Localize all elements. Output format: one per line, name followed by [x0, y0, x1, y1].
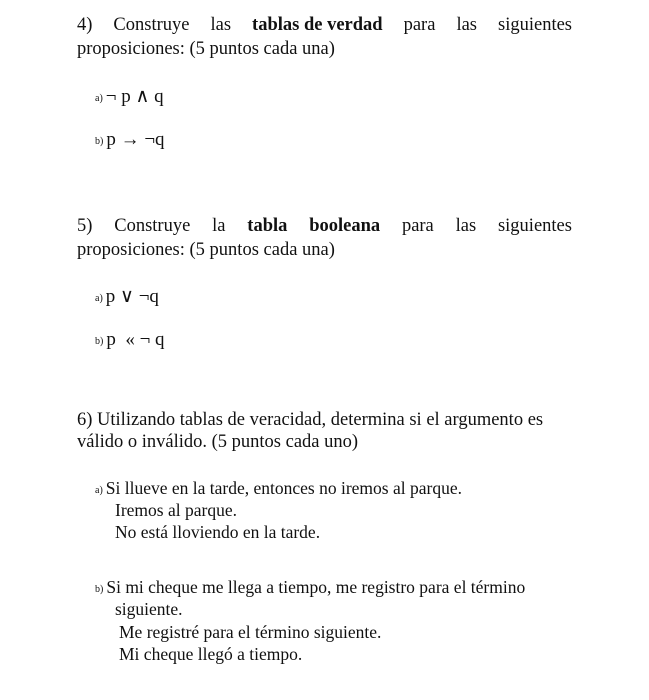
q5-word: la — [212, 216, 226, 236]
q5-heading-line2: proposiciones: (5 puntos cada una) — [77, 240, 335, 260]
q5-item-a-label: a) — [95, 293, 103, 304]
q5-item-a — [95, 286, 159, 310]
q6-heading-line1: 6) Utilizando tablas de veracidad, determina si el argumento es — [77, 410, 544, 430]
q4-number: 4) — [77, 15, 93, 35]
q4-item-a-label: a) — [95, 93, 103, 104]
q6-heading-line2: válido o inválido. (5 puntos cada uno) — [77, 432, 359, 452]
q6-arg-b-premise: Si mi cheque me llega a tiempo, me registro para el término — [106, 577, 526, 597]
q6-arg-a-label: a) — [95, 485, 103, 496]
q4-word: las — [210, 15, 232, 35]
q4-heading-line2: proposiciones: (5 puntos cada una) — [77, 39, 335, 59]
q5-word: Construye — [114, 216, 191, 236]
q5-emphasis: tabla — [247, 216, 288, 236]
q5-item-b — [95, 329, 165, 353]
q6-arg-b-line2: siguiente. — [115, 599, 183, 619]
q4-word: las — [456, 15, 477, 35]
q5-number: 5) — [77, 216, 93, 236]
q4-item-a — [95, 86, 164, 110]
q6-arg-b-label: b) — [95, 584, 104, 595]
q5-emphasis: booleana — [309, 216, 381, 236]
q6-arg-b-line4: Mi cheque llegó a tiempo. — [119, 644, 303, 664]
q5-heading-line1 — [77, 215, 572, 237]
q6-arg-b-line3: Me registré para el término siguiente. — [119, 622, 382, 642]
q5-item-a-expr: p ∨ ¬q — [105, 286, 159, 307]
q5-word: las — [455, 216, 477, 236]
q4-word: Construye — [113, 15, 190, 35]
q4-emphasis: tablas de verdad — [252, 15, 383, 35]
q4-word: siguientes — [498, 15, 572, 35]
q4-item-b-expr: p → ¬q — [106, 129, 165, 150]
q5-item-b-label: b) — [95, 336, 104, 347]
q4-item-a-expr: ¬ p ∧ q — [105, 86, 164, 107]
q6-arg-a-premise: Si llueve en la tarde, entonces no iremos al parque. — [105, 478, 462, 498]
q5-word: siguientes — [497, 216, 572, 236]
q4-item-b-label: b) — [95, 136, 104, 147]
q6-arg-a-line2: Iremos al parque. — [115, 500, 237, 520]
q4-word: para — [403, 15, 436, 35]
q5-word: para — [401, 216, 434, 236]
q4-item-b — [95, 129, 165, 153]
q5-item-b-expr: p « ¬ q — [106, 329, 165, 350]
q6-arg-a-line3: No está lloviendo en la tarde. — [115, 522, 321, 542]
q4-heading-line1 — [77, 14, 572, 36]
